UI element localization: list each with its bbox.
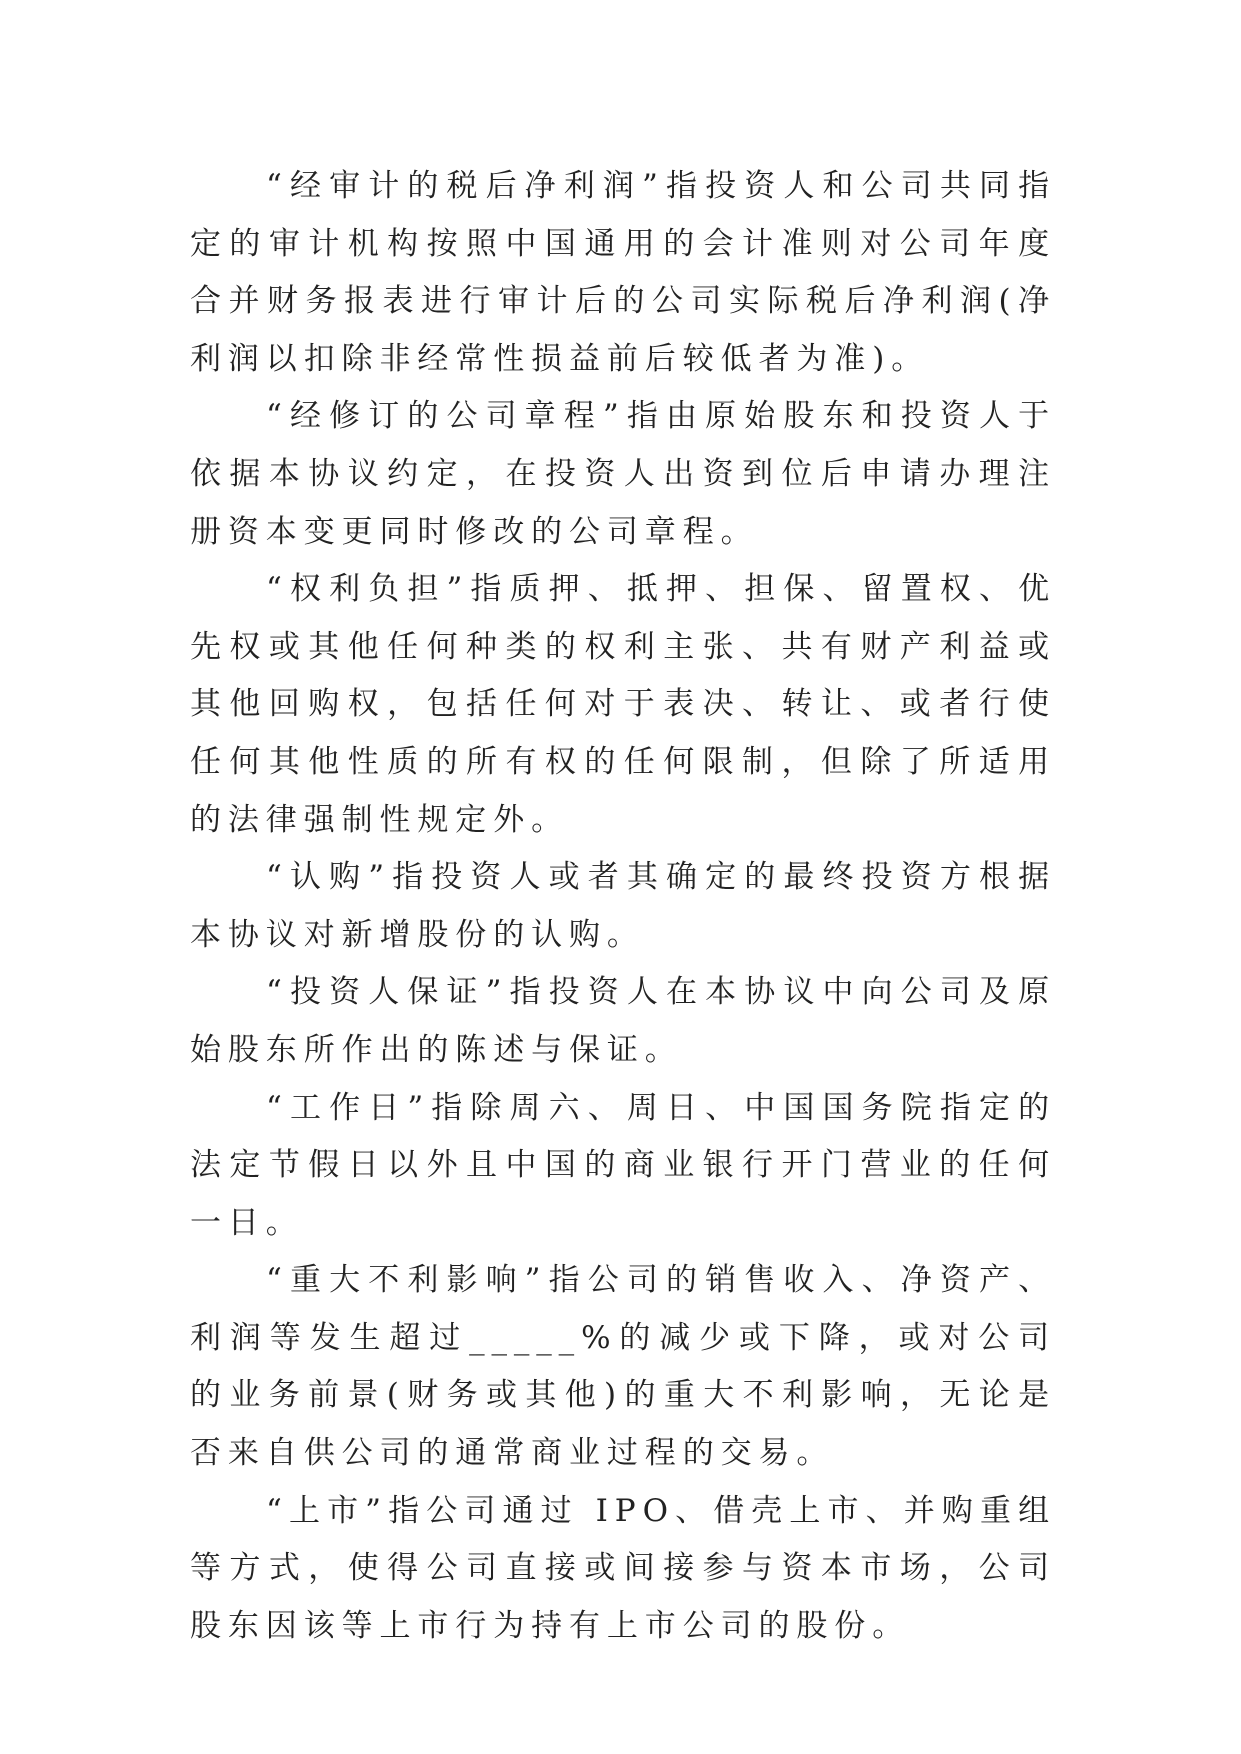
definition-encumbrance: “权利负担”指质押、抵押、担保、留置权、优先权或其他任何种类的权利主张、共有财产利益或其他回购权，包括任何对于表决、转让、或者行使任何其他性质的所有权的任何限制，但除了所适用的法律强制性规定外。 [190, 571, 1056, 838]
definition-amended-articles: “经修订的公司章程”指由原始股东和投资人于依据本协议约定，在投资人出资到位后申请办理注册资本变更同时修改的公司章程。 [190, 398, 1056, 550]
definition-material-adverse-effect: “重大不利影响”指公司的销售收入、净资产、利润等发生超过_____%的减少或下降，或对公司的业务前景(财务或其他)的重大不利影响，无论是否来自供公司的通常商业过程的交易。 [190, 1262, 1056, 1472]
definition-business-day: “工作日”指除周六、周日、中国国务院指定的法定节假日以外且中国的商业银行开门营业的任何一日。 [190, 1089, 1056, 1241]
definition-audited-net-profit: “经审计的税后净利润”指投资人和公司共同指定的审计机构按照中国通用的会计准则对公司年度合并财务报表进行审计后的公司实际税后净利润(净利润以扣除非经常性损益前后较低者为准)。 [190, 168, 1056, 377]
document-page [190, 158, 1056, 1655]
definition-listing: “上市”指公司通过 IPO、借壳上市、并购重组等方式，使得公司直接或间接参与资本市场，公司股东因该等上市行为持有上市公司的股份。 [190, 1492, 1056, 1644]
definition-investor-warranties: “投资人保证”指投资人在本协议中向公司及原始股东所作出的陈述与保证。 [190, 974, 1056, 1068]
definition-subscription: “认购”指投资人或者其确定的最终投资方根据本协议对新增股份的认购。 [190, 859, 1056, 953]
